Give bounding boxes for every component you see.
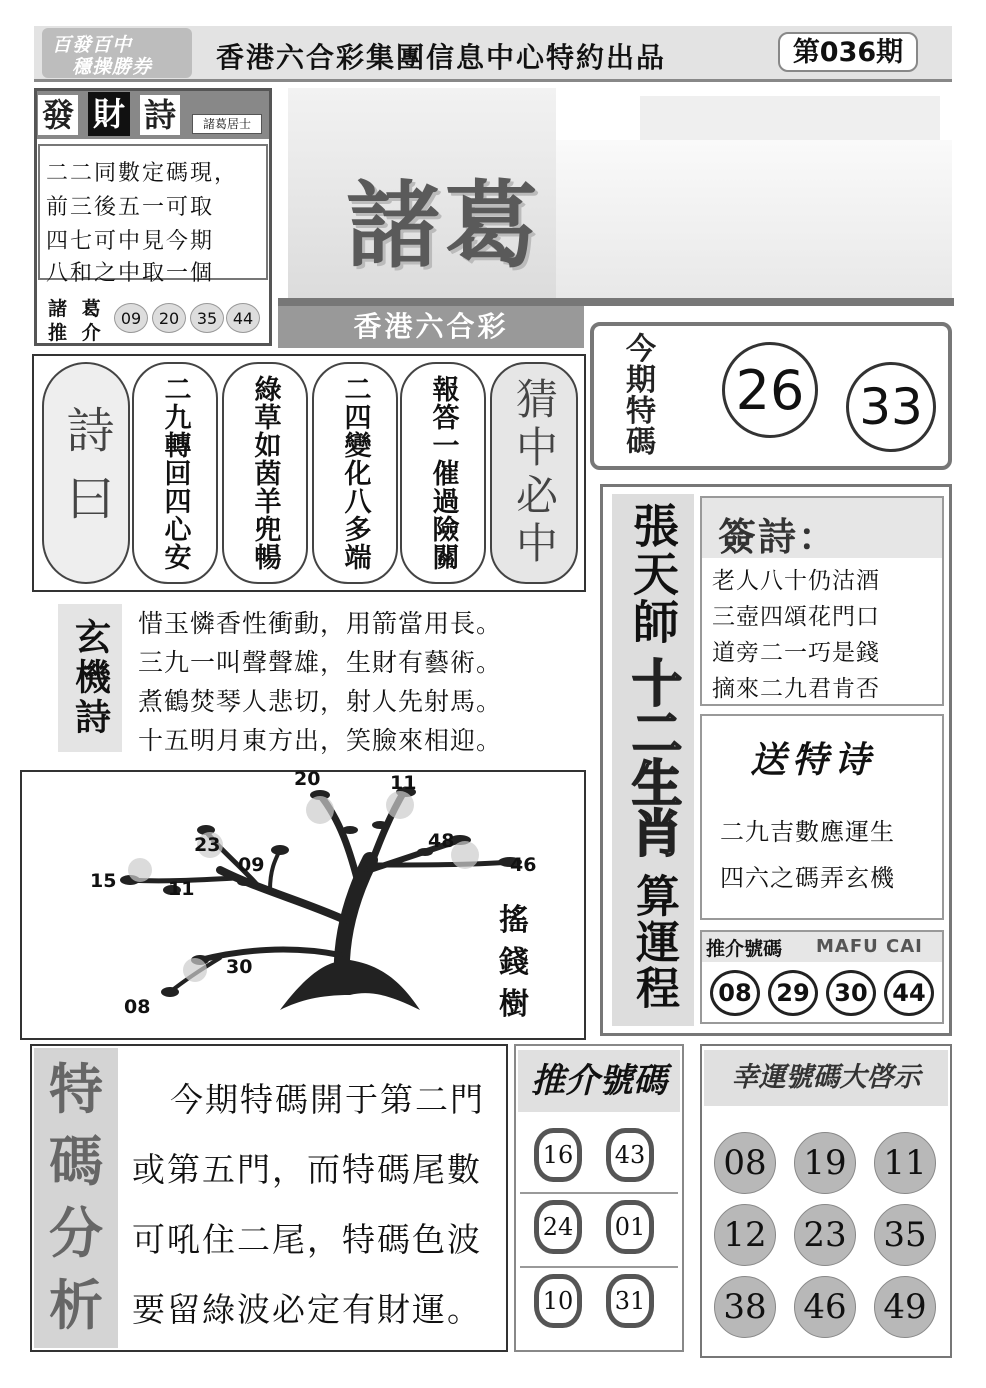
song-line-2: 四六之碼弄玄機 xyxy=(720,864,895,892)
today-label-char-4: 碼 xyxy=(626,425,656,460)
poem-first-text: 詩曰 xyxy=(58,405,114,541)
fortune-number-3: 35 xyxy=(190,303,224,333)
lucky-number-3: 11 xyxy=(874,1132,936,1194)
issue-badge: 第036期 xyxy=(778,32,918,72)
fortune-line-1: 二二同數定碼現， xyxy=(46,161,239,186)
xuanji-title: 玄機詩 xyxy=(69,618,111,738)
lucky-number-4: 12 xyxy=(714,1204,776,1266)
xuanji-line-4: 十五明月東方出，笑臉來相迎。 xyxy=(138,726,503,755)
zhang-title-mid xyxy=(612,652,694,862)
banner-bg-right xyxy=(556,140,952,298)
lucky-number-2: 19 xyxy=(794,1132,856,1194)
fortune-line-2: 前三後五一可取 xyxy=(46,195,215,220)
zhang-recommend-number-4: 44 xyxy=(884,970,934,1016)
lucky-number-7: 38 xyxy=(714,1276,776,1338)
recommend-row-sep-2 xyxy=(520,1266,678,1268)
analysis-line-3: 可吼住二尾，特碼色波 xyxy=(132,1220,482,1259)
analysis-title-char-4: 析 xyxy=(49,1274,103,1337)
analysis-line-1: 今期特碼開于第二門 xyxy=(170,1080,485,1119)
fortune-title-char-1: 發 xyxy=(38,95,78,135)
poem-column-3-text: 二四變化八多端 xyxy=(339,375,371,571)
analysis-title-char-2: 碼 xyxy=(49,1130,103,1193)
fortune-author: 諸葛居士 xyxy=(192,114,262,134)
zhang-recommend-number-3: 30 xyxy=(826,970,876,1016)
poem-column-1-text: 二九轉回四心安 xyxy=(159,375,191,571)
today-label-char-2: 期 xyxy=(626,363,656,398)
poem-column-3 xyxy=(312,362,398,584)
today-label-char-1: 今 xyxy=(626,332,656,367)
recommend-row-sep-1 xyxy=(520,1192,678,1194)
lucky-number-5: 23 xyxy=(794,1204,856,1266)
zhang-title-top-text: 張天師 xyxy=(626,502,680,646)
zhang-title-mid-text: 十二生肖 xyxy=(624,657,682,857)
xuanji-title-box xyxy=(58,604,122,752)
recommend-number-5: 10 xyxy=(534,1274,582,1328)
analysis-line-4: 要留綠波必定有財運。 xyxy=(132,1290,482,1329)
lucky-number-6: 35 xyxy=(874,1204,936,1266)
fortune-number-4: 44 xyxy=(226,303,260,333)
tree-number-8: 11 xyxy=(168,878,195,900)
tree-number-5: 09 xyxy=(238,854,265,876)
song-title: 送特诗 xyxy=(750,739,877,781)
today-special-label xyxy=(606,332,676,460)
song-line-1: 二九吉數應運生 xyxy=(720,818,895,846)
fortune-number-1: 09 xyxy=(114,303,148,333)
zhang-recommend-label: 推介號碼 xyxy=(706,938,783,960)
qian-line-1: 老人八十仍沽酒 xyxy=(712,568,880,594)
zhang-title-bottom-text: 算運程 xyxy=(628,873,679,1011)
poem-column-2-text: 綠草如茵羊兜暢 xyxy=(249,375,281,571)
tree-number-1: 20 xyxy=(294,768,321,790)
poem-column-4 xyxy=(400,362,486,584)
lucky-number-9: 49 xyxy=(874,1276,936,1338)
analysis-title-char-1: 特 xyxy=(49,1058,103,1121)
analysis-title-box xyxy=(34,1048,118,1348)
banner-brand: 諸葛 xyxy=(346,172,543,281)
tree-number-2: 11 xyxy=(390,772,417,794)
fortune-number-2: 20 xyxy=(152,303,186,333)
fortune-recommend-label-2: 推 介 xyxy=(48,322,105,344)
xuanji-line-2: 三九一叫聲聲雄，生財有藝術。 xyxy=(138,648,503,677)
slogan-line1: 百發百中 xyxy=(52,34,133,56)
today-label-char-3: 特 xyxy=(626,394,656,429)
fortune-line-4: 八和之中取一個 xyxy=(46,261,215,286)
tree-number-10: 08 xyxy=(124,996,151,1018)
zhang-recommend-number-1: 08 xyxy=(710,970,760,1016)
lucky-number-8: 46 xyxy=(794,1276,856,1338)
poem-column-first xyxy=(42,362,130,584)
tree-number-7: 15 xyxy=(90,870,117,892)
xuanji-line-1: 惜玉憐香性衝動，用箭當用長。 xyxy=(138,609,503,638)
poem-column-1 xyxy=(132,362,218,584)
fortune-line-3: 四七可中見今期 xyxy=(46,229,215,254)
today-special-number-1: 26 xyxy=(722,342,818,438)
fortune-recommend-label-1: 諸 葛 xyxy=(48,298,105,320)
qian-title: 簽詩： xyxy=(718,515,839,559)
banner-rule xyxy=(278,298,954,306)
poem-column-4-text: 報答一催過險關 xyxy=(427,375,459,571)
recommend-number-3: 24 xyxy=(534,1200,582,1254)
recommend-number-2: 43 xyxy=(606,1128,654,1182)
today-special-number-2: 33 xyxy=(846,362,936,452)
tree-number-3: 23 xyxy=(194,834,221,856)
banner-deco-top xyxy=(640,96,940,140)
header-title: 香港六合彩集團信息中心特約出品 xyxy=(216,41,667,74)
qian-line-4: 摘來二九君肯否 xyxy=(712,676,880,702)
tree-title-char-2: 錢 xyxy=(499,945,529,980)
slogan-line2: 穩操勝券 xyxy=(72,56,153,78)
tree-number-9: 30 xyxy=(226,956,253,978)
zhang-recommend-brand: MAFU CAI xyxy=(816,936,923,957)
poem-column-last xyxy=(490,362,578,584)
tree-title-char-3: 樹 xyxy=(499,987,529,1022)
fortune-title-char-3: 詩 xyxy=(140,95,180,135)
recommend-number-1: 16 xyxy=(534,1128,582,1182)
qian-line-2: 三壺四頌花門口 xyxy=(712,604,880,630)
recommend-number-4: 01 xyxy=(606,1200,654,1254)
analysis-title-char-3: 分 xyxy=(49,1202,103,1265)
qian-line-3: 道旁二一巧是錢 xyxy=(712,640,880,666)
recommend-title: 推介號碼 xyxy=(518,1050,680,1112)
recommend-number-6: 31 xyxy=(606,1274,654,1328)
analysis-line-2: 或第五門，而特碼尾數 xyxy=(132,1150,482,1189)
poem-last-text: 猜中必中 xyxy=(510,377,559,569)
zhang-title-top xyxy=(612,498,694,650)
tree-title xyxy=(484,900,544,1026)
tree-number-4: 48 xyxy=(428,830,455,852)
banner-subtitle: 香港六合彩 xyxy=(278,306,584,348)
zhang-recommend-number-2: 29 xyxy=(768,970,818,1016)
tree-number-6: 46 xyxy=(510,854,537,876)
fortune-title-char-2: 財 xyxy=(88,92,130,136)
zhang-title-bottom xyxy=(612,864,694,1020)
poem-column-2 xyxy=(222,362,308,584)
lucky-title: 幸運號碼大啓示 xyxy=(704,1050,948,1106)
xuanji-line-3: 煮鶴焚琴人悲切，射人先射馬。 xyxy=(138,687,503,716)
lucky-number-1: 08 xyxy=(714,1132,776,1194)
tree-title-char-1: 搖 xyxy=(499,903,529,938)
